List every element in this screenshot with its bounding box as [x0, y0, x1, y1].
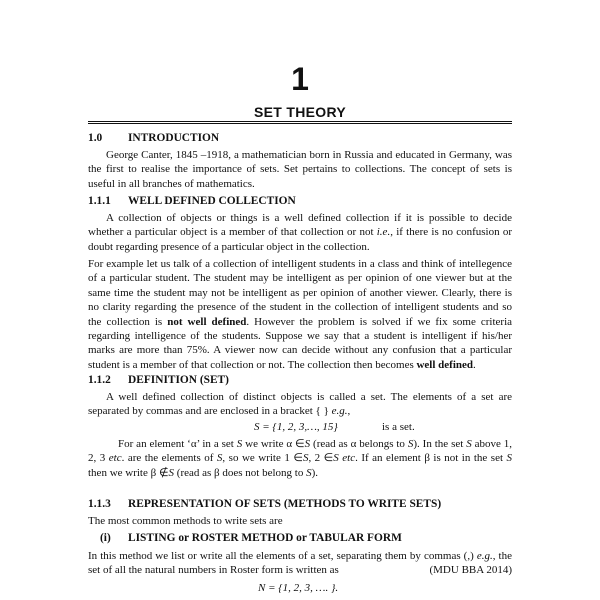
subsection-heading-roster: (i) LISTING or ROSTER METHOD or TABULAR FORM — [100, 532, 402, 544]
definition-paragraph: A well defined collection of distinct objects is called a set. The elements of a set are separated by commas and are enclosed in a bracket { } e.g., — [88, 391, 512, 418]
set-s-equation: S = {1, 2, 3,…, 15} — [254, 421, 338, 433]
well-defined-paragraph-2: For example let us talk of a collection of intelligent students in a class and think of intellegence of a particular student. The student may be intelligent as per opinion of one viewer but at the same time the student may not be intelligent as per opinion of another viewer. Clearly, there is no clarity regarding the presence of the student in the collection of intelligent students and so the collection is not well defined. However the problem is solved if we fix some criteria regarding intelligence of the students. Suppose we say that a student is intelligent if his/her marks are more than 75%. A viewer now can decide without any confusion that a particular student is a member of that collection or not. The collection then becomes well defined. — [88, 258, 513, 371]
exam-reference: (MDU BBA 2014) — [429, 564, 512, 576]
methods-intro: The most common methods to write sets are — [88, 515, 283, 527]
set-n-equation: N = {1, 2, 3, …. }. — [258, 582, 339, 594]
section-title: REPRESENTATION OF SETS (METHODS TO WRITE SETS) — [128, 498, 442, 510]
roster-paragraph: In this method we list or write all the elements of a set, separating them by commas (,) e.g., the set of all the natural numbers in Roster form is written as — [88, 550, 512, 577]
chapter-number: 1 — [291, 61, 309, 97]
membership-paragraph: For an element ‘α’ in a set S we write α ∈S (read as α belongs to S). In the set S above 1, 2, 3 etc. are the elements of S, so we write 1 ∈S, 2 ∈S etc. If an element β is not in the set S then we write β ∉S (read as β does not belong to S). — [88, 438, 513, 479]
section-heading-1-0 — [88, 131, 512, 145]
intro-paragraph: George Canter, 1845 –1918, a mathematician born in Russia and educated in Germany, was the first to realise the importance of sets. Set pertains to collections. The concept of sets is useful in all branches of mathematics. — [88, 149, 512, 190]
title-rule-bottom — [88, 123, 512, 124]
section-heading-1-1-3 — [88, 497, 512, 511]
chapter-title: SET THEORY — [254, 104, 346, 120]
section-number: 1.0 — [88, 132, 103, 144]
section-title: WELL DEFINED COLLECTION — [128, 195, 296, 207]
section-heading-1-1-1 — [88, 194, 512, 208]
section-title: INTRODUCTION — [128, 132, 220, 144]
section-number: 1.1.2 — [88, 374, 111, 386]
section-number: 1.1.3 — [88, 498, 111, 510]
well-defined-paragraph-1: A collection of objects or things is a well defined collection if it is possible to decide whether a particular object is a member of that collection or not i.e., if there is no confusion or doubt regarding presence of a particular object in the collection. — [88, 212, 512, 253]
section-heading-1-1-2 — [88, 373, 512, 387]
section-title: DEFINITION (SET) — [128, 374, 229, 386]
section-number: 1.1.1 — [88, 195, 111, 207]
title-rule-top — [88, 121, 512, 122]
set-s-note: is a set. — [382, 421, 415, 433]
